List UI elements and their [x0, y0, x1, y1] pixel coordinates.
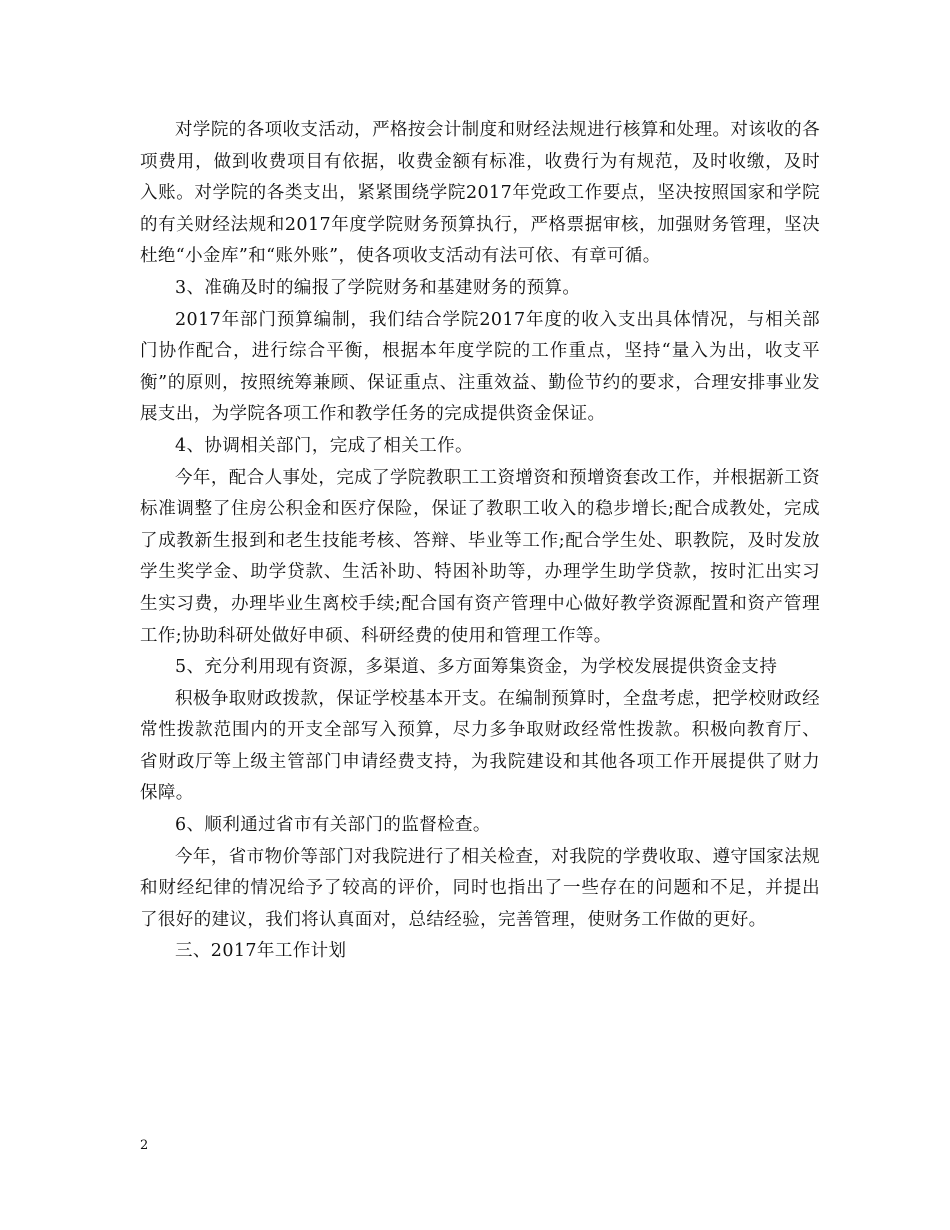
heading-funding: 5、充分利用现有资源，多渠道、多方面筹集资金，为学校发展提供资金支持: [175, 657, 778, 678]
heading-inspection: 6、顺利通过省市有关部门的监督检查。: [175, 815, 491, 836]
paragraph-coordination: 今年，配合人事处，完成了学院教职工工资增资和预增资套改工作，并根据新工资标准调整了住房公积金和医疗保险，保证了教职工收入的稳步增长;配合成教处，完成了成教新生报到和老生技能考核、答辩、毕业等工作;配合学生处、职教院，及时发放学生奖学金、助学贷款、生活补助、特困补助等，办理学生助学贷款，按时汇出实习生实习费，办理毕业生离校手续;配合国有资产管理中心做好教学资源配置和资产管理工作;协助科研处做好申硕、科研经费的使用和管理工作等。: [140, 467, 820, 646]
paragraph-budget: 2017年部门预算编制，我们结合学院2017年度的收入支出具体情况，与相关部门协作配合，进行综合平衡，根据本年度学院的工作重点，坚持“量入为出，收支平衡”的原则，按照统筹兼顾、保证重点、注重效益、勤俭节约的要求，合理安排事业发展支出，为学院各项工作和教学任务的完成提供资金保证。: [140, 309, 820, 425]
heading-coordination: 4、协调相关部门，完成了相关工作。: [175, 435, 473, 456]
paragraph-revenue-expenditure: 对学院的各项收支活动，严格按会计制度和财经法规进行核算和处理。对该收的各项费用，做到收费项目有依据，收费金额有标准，收费行为有规范，及时收缴，及时入账。对学院的各类支出，紧紧围绕学院2017年党政工作要点，坚决按照国家和学院的有关财经法规和2017年度学院财务预算执行，严格票据审核，加强财务管理，坚决杜绝“小金库”和“账外账”，使各项收支活动有法可依、有章可循。: [140, 120, 820, 267]
heading-budget: 3、准确及时的编报了学院财务和基建财务的预算。: [175, 277, 581, 298]
page-number: 2: [140, 1138, 149, 1153]
heading-work-plan: 三、2017年工作计划: [175, 941, 347, 962]
paragraph-funding: 积极争取财政拨款，保证学校基本开支。在编制预算时，全盘考虑，把学校财政经常性拨款范围内的开支全部写入预算，尽力多争取财政经常性拨款。积极向教育厅、省财政厅等上级主管部门申请经费支持，为我院建设和其他各项工作开展提供了财力保障。: [140, 688, 820, 804]
document-body: [140, 115, 820, 968]
paragraph-inspection: 今年，省市物价等部门对我院进行了相关检查，对我院的学费收取、遵守国家法规和财经纪律的情况给予了较高的评价，同时也指出了一些存在的问题和不足，并提出了很好的建议，我们将认真面对，总结经验，完善管理，使财务工作做的更好。: [140, 846, 820, 930]
